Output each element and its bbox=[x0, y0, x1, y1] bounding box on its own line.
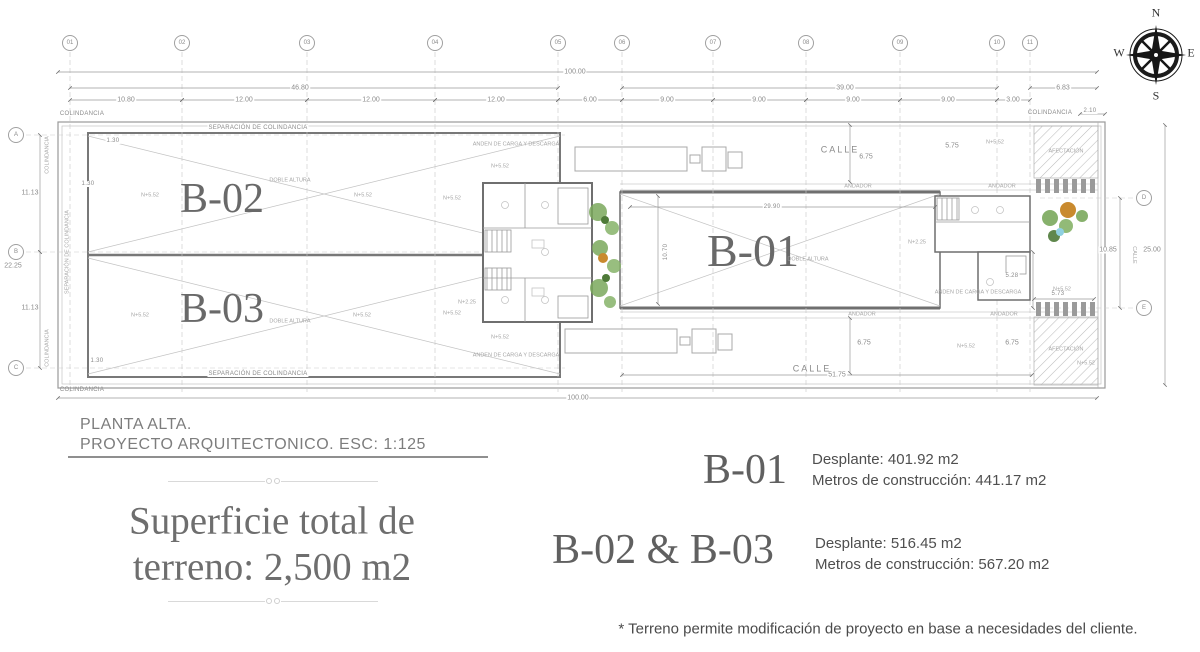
dim-seg-4: 12.00 bbox=[487, 96, 505, 104]
summary-b0203-name: B-02 & B-03 bbox=[552, 527, 774, 573]
grid-bubble-A: A bbox=[8, 127, 24, 143]
grid-bubble-05: 05 bbox=[550, 35, 566, 51]
dim-span-right: 6.83 bbox=[1056, 84, 1070, 92]
level-marker: N+5.52 bbox=[353, 312, 371, 319]
level-marker: N+5.52 bbox=[986, 139, 1004, 146]
dim-span-b01: 39.00 bbox=[836, 84, 854, 92]
dim-calle-bottom-1: 6.75 bbox=[857, 339, 871, 347]
landscape-center bbox=[589, 203, 621, 308]
summary-b01-desplante: Desplante: 401.92 m2 bbox=[812, 451, 959, 468]
compass-south-label: S bbox=[1152, 88, 1160, 103]
dim-seg-3: 12.00 bbox=[362, 96, 380, 104]
superficie-line1: Superficie total de bbox=[129, 499, 415, 543]
compass-west-label: W bbox=[1113, 45, 1125, 60]
summary-b0203-desplante: Desplante: 516.45 m2 bbox=[815, 535, 962, 552]
level-marker: N+5.52 bbox=[957, 343, 975, 350]
dim-colindancia-strip: 2.10 bbox=[1083, 108, 1097, 114]
level-marker: N+5.52 bbox=[491, 334, 509, 341]
dim-right-walk: 5.73 bbox=[1051, 291, 1065, 297]
landscape-corner bbox=[1042, 202, 1088, 242]
separacion-left: SEPARACIÓN DE COLINDANCIA bbox=[64, 210, 71, 294]
colindancia-left-upper: COLINDANCIA bbox=[44, 136, 51, 174]
grid-bubble-03: 03 bbox=[299, 35, 315, 51]
truck-bottom bbox=[565, 329, 732, 353]
andador-2: ANDADOR bbox=[988, 183, 1016, 190]
dim-wall-offset-2: 1.30 bbox=[81, 181, 95, 187]
grid-bubble-08: 08 bbox=[798, 35, 814, 51]
summary-b0203-construccion: Metros de construcción: 567.20 m2 bbox=[815, 556, 1050, 573]
dim-calle-bottom-2: 6.75 bbox=[1005, 339, 1019, 347]
grid-bubble-06: 06 bbox=[614, 35, 630, 51]
afectacion-top: AFECTACIÓN bbox=[1048, 148, 1084, 155]
footnote: * Terreno permite modificación de proyecto en base a necesidades del cliente. bbox=[618, 620, 1138, 638]
level-marker: N+5.52 bbox=[354, 192, 372, 199]
anden-top: ANDEN DE CARGA Y DESCARGA bbox=[472, 141, 560, 148]
doble-altura-b02: DOBLE ALTURA bbox=[269, 177, 311, 184]
grid-bubble-02: 02 bbox=[174, 35, 190, 51]
colindancia-top-right: COLINDANCIA bbox=[1027, 110, 1073, 116]
level-marker: N+5.52 bbox=[141, 192, 159, 199]
truck-top bbox=[575, 147, 742, 171]
summary-b01-name: B-01 bbox=[703, 447, 787, 493]
level-marker: N+5.52 bbox=[443, 310, 461, 317]
dim-calle-top-2: 5.75 bbox=[945, 142, 959, 150]
level-marker: N+5.52 bbox=[1077, 360, 1095, 367]
dim-wall-offset-1: 1.30 bbox=[106, 138, 120, 144]
afectacion-bottom: AFECTACIÓN bbox=[1048, 346, 1084, 353]
dim-b01-width: 29.90 bbox=[763, 204, 781, 210]
grid-bubble-07: 07 bbox=[705, 35, 721, 51]
warehouse-b01-label: B-01 bbox=[707, 225, 799, 276]
dim-wall-offset-3: 1.30 bbox=[90, 358, 104, 364]
grid-bubble-11: 11 bbox=[1022, 35, 1038, 51]
summary-b01-construccion: Metros de construcción: 441.17 m2 bbox=[812, 472, 1047, 489]
dim-left-total: 22.25 bbox=[4, 262, 22, 270]
warehouse-b03-label: B-03 bbox=[180, 286, 264, 332]
grid-bubble-04: 04 bbox=[427, 35, 443, 51]
grid-bubble-C: C bbox=[8, 360, 24, 376]
dim-total-top: 100.00 bbox=[564, 68, 586, 76]
dim-seg-8: 9.00 bbox=[846, 96, 860, 104]
dim-calle-total: 51.75 bbox=[828, 371, 846, 379]
anden-bottom: ANDEN DE CARGA Y DESCARGA bbox=[472, 352, 560, 359]
doble-altura-b03: DOBLE ALTURA bbox=[269, 318, 311, 325]
colindancia-top-left: COLINDANCIA bbox=[59, 111, 105, 117]
dim-left-lower: 11.13 bbox=[21, 304, 39, 312]
dim-calle-top-1: 6.75 bbox=[859, 153, 873, 161]
anden-b01: ANDEN DE CARGA Y DESCARGA bbox=[934, 289, 1022, 296]
level-marker: N+5.52 bbox=[131, 312, 149, 319]
dim-seg-9: 9.00 bbox=[941, 96, 955, 104]
dim-b01-depth: 10.70 bbox=[663, 243, 669, 261]
dim-right-inner: 10.85 bbox=[1099, 246, 1117, 254]
dim-seg-7: 9.00 bbox=[752, 96, 766, 104]
dim-seg-10: 3.00 bbox=[1006, 96, 1020, 104]
calle-bottom-label: CALLE bbox=[792, 363, 832, 374]
separacion-bottom: SEPARACIÓN DE COLINDANCIA bbox=[208, 371, 308, 377]
level-marker-mid: N+2.25 bbox=[908, 239, 926, 246]
calle-right-label: CALLE bbox=[1130, 246, 1137, 264]
andador-1: ANDADOR bbox=[844, 183, 872, 190]
dim-seg-2: 12.00 bbox=[235, 96, 253, 104]
doble-altura-b01: DOBLE ALTURA bbox=[787, 256, 829, 263]
dim-b01-office: 5.28 bbox=[1005, 273, 1019, 279]
compass-east-label: E bbox=[1187, 45, 1195, 60]
warehouse-b02-label: B-02 bbox=[180, 176, 264, 222]
level-marker-mid: N+2.25 bbox=[458, 299, 476, 306]
colindancia-bottom-left: COLINDANCIA bbox=[59, 387, 105, 393]
separacion-top: SEPARACIÓN DE COLINDANCIA bbox=[208, 125, 308, 131]
dim-seg-6: 9.00 bbox=[660, 96, 674, 104]
grid-bubble-D: D bbox=[1136, 190, 1152, 206]
dim-right-total: 25.00 bbox=[1143, 246, 1161, 254]
compass-rose bbox=[1126, 25, 1186, 85]
grid-bubble-B: B bbox=[8, 244, 24, 260]
andador-4: ANDADOR bbox=[990, 311, 1018, 318]
colindancia-left-lower: COLINDANCIA bbox=[44, 329, 51, 367]
level-marker: N+5.52 bbox=[491, 163, 509, 170]
grid-bubble-09: 09 bbox=[892, 35, 908, 51]
grid-bubble-E: E bbox=[1136, 300, 1152, 316]
grid-bubble-01: 01 bbox=[62, 35, 78, 51]
calle-top-label: CALLE bbox=[820, 144, 860, 155]
title-underline bbox=[68, 456, 488, 458]
divider-ornament-top bbox=[168, 478, 378, 484]
divider-ornament-bottom bbox=[168, 598, 378, 604]
plan-title-line1: PLANTA ALTA. bbox=[80, 416, 192, 433]
compass-north-label: N bbox=[1151, 5, 1161, 20]
level-marker: N+5.52 bbox=[443, 195, 461, 202]
superficie-line2: terreno: 2,500 m2 bbox=[132, 545, 412, 589]
dim-left-upper: 11.13 bbox=[21, 189, 39, 197]
dim-span-b02: 46.80 bbox=[291, 84, 309, 92]
grid-bubble-10: 10 bbox=[989, 35, 1005, 51]
dim-seg-1: 10.80 bbox=[117, 96, 135, 104]
level-marker: N+5.52 bbox=[1053, 286, 1071, 293]
dim-total-bottom: 100.00 bbox=[567, 394, 589, 402]
dim-seg-5: 6.00 bbox=[583, 96, 597, 104]
andador-3: ANDADOR bbox=[848, 311, 876, 318]
plan-title-line2: PROYECTO ARQUITECTONICO. ESC: 1:125 bbox=[80, 436, 426, 453]
